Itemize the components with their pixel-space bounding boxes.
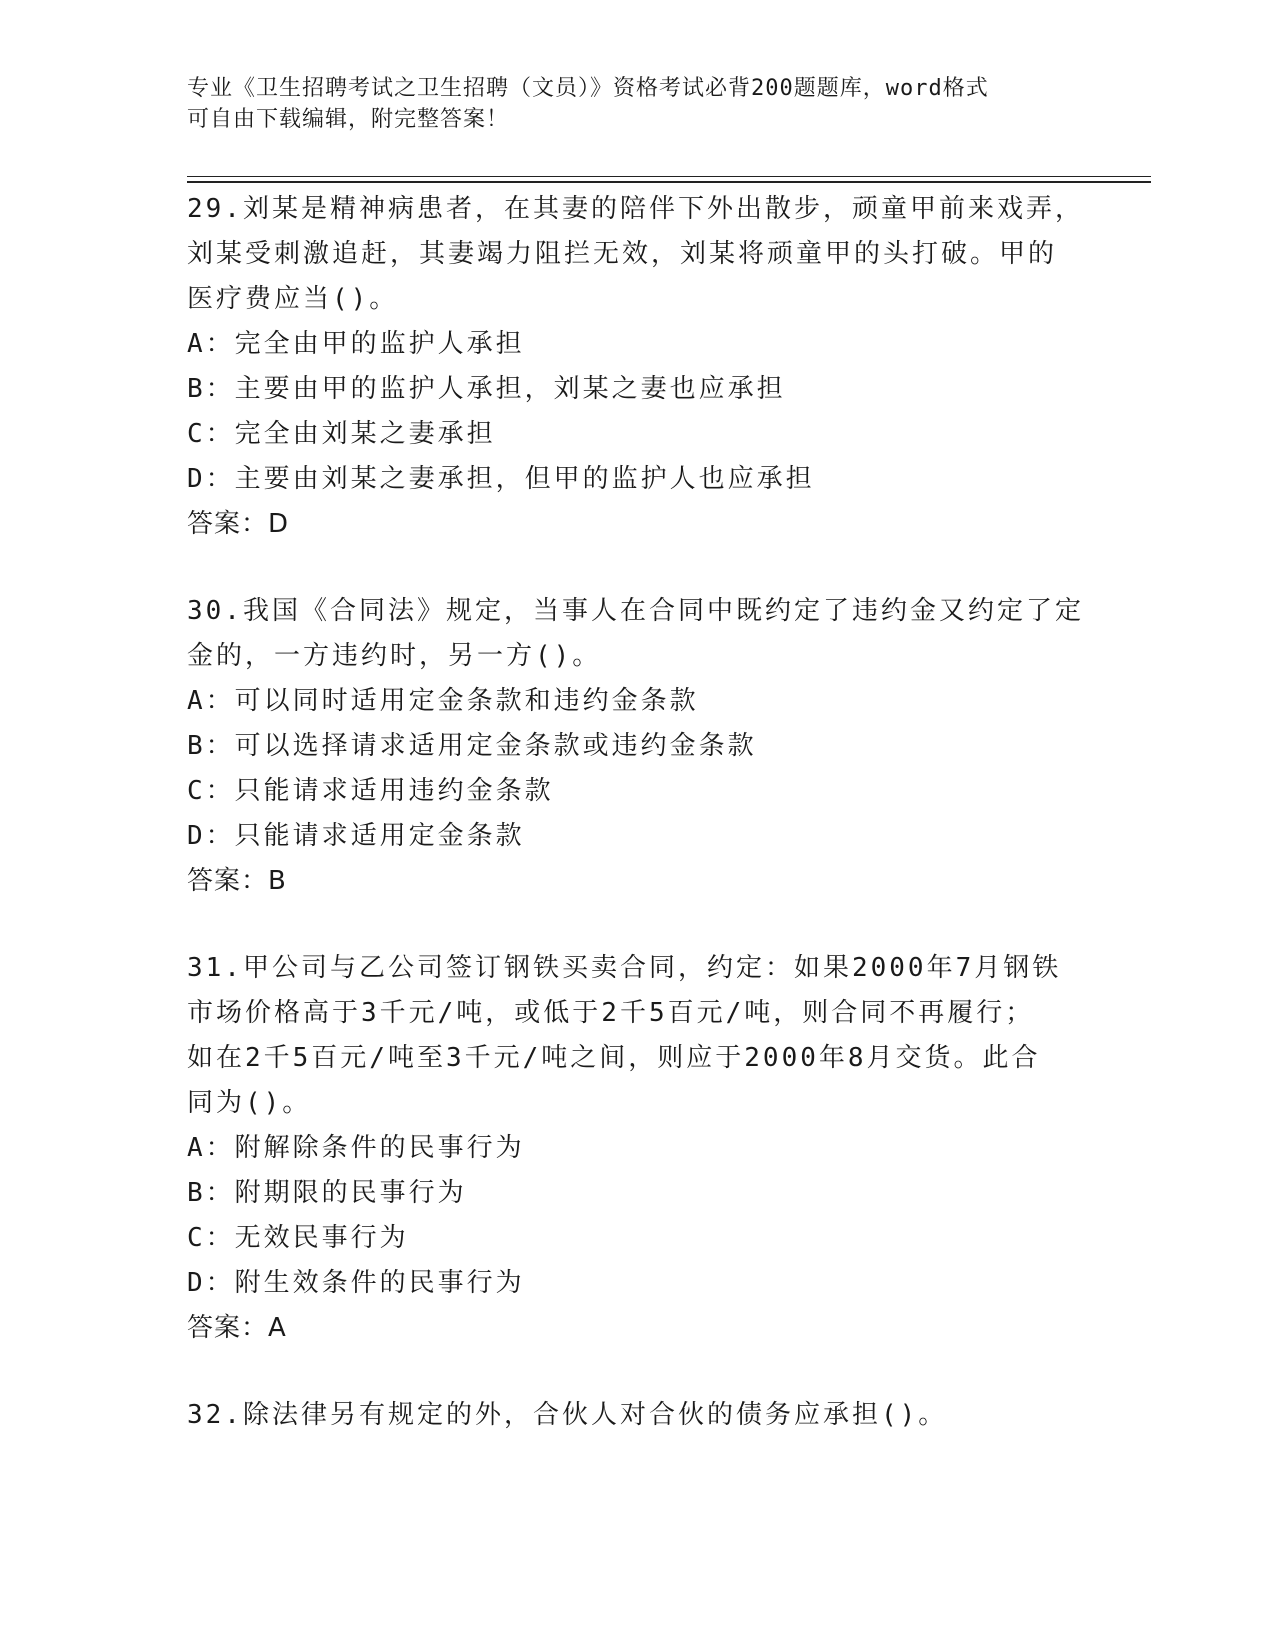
question-stem-line: 31.甲公司与乙公司签订钢铁买卖合同，约定：如果2000年7月钢铁 [187, 953, 1062, 983]
answer-option: D：主要由刘某之妻承担，但甲的监护人也应承担 [187, 464, 815, 494]
answer-option: D：只能请求适用定金条款 [187, 821, 525, 851]
answer-option: B：主要由甲的监护人承担，刘某之妻也应承担 [187, 374, 786, 404]
question-stem-line: 医疗费应当()。 [187, 284, 399, 314]
answer-option: A：附解除条件的民事行为 [187, 1133, 525, 1163]
header-divider-thin [187, 176, 1151, 177]
answer-option: A：完全由甲的监护人承担 [187, 329, 525, 359]
question-stem-line: 30.我国《合同法》规定，当事人在合同中既约定了违约金又约定了定 [187, 596, 1084, 626]
answer-option: B：附期限的民事行为 [187, 1178, 467, 1208]
question-stem-line: 如在2千5百元/吨至3千元/吨之间，则应于2000年8月交货。此合 [187, 1043, 1041, 1073]
question-item [187, 946, 1087, 1351]
correct-answer: 答案：B [187, 866, 287, 896]
question-item [187, 187, 1087, 547]
answer-option: C：只能请求适用违约金条款 [187, 776, 554, 806]
header-divider-thick [187, 181, 1151, 183]
question-item [187, 589, 1087, 904]
correct-answer: 答案：D [187, 509, 290, 539]
question-stem-line: 金的，一方违约时，另一方()。 [187, 641, 602, 671]
question-stem-line: 刘某受刺激追赶，其妻竭力阻拦无效，刘某将顽童甲的头打破。甲的 [187, 239, 1058, 269]
document-header [187, 73, 1087, 135]
question-stem-line: 29.刘某是精神病患者，在其妻的陪伴下外出散步，顽童甲前来戏弄， [187, 194, 1084, 224]
answer-option: C：无效民事行为 [187, 1223, 409, 1253]
question-item [187, 1393, 1087, 1438]
answer-option: A：可以同时适用定金条款和违约金条款 [187, 686, 699, 716]
correct-answer: 答案：A [187, 1313, 287, 1343]
answer-option: D：附生效条件的民事行为 [187, 1268, 525, 1298]
question-stem-line: 同为()。 [187, 1088, 312, 1118]
question-list [187, 187, 1087, 1480]
question-stem-line: 32.除法律另有规定的外，合伙人对合伙的债务应承担()。 [187, 1400, 948, 1430]
header-line-2: 可自由下载编辑，附完整答案！ [187, 107, 510, 132]
header-line-1: 专业《卫生招聘考试之卫生招聘（文员）》资格考试必背200题题库，word格式 [187, 76, 989, 101]
answer-option: C：完全由刘某之妻承担 [187, 419, 496, 449]
answer-option: B：可以选择请求适用定金条款或违约金条款 [187, 731, 757, 761]
question-stem-line: 市场价格高于3千元/吨，或低于2千5百元/吨，则合同不再履行； [187, 998, 1035, 1028]
